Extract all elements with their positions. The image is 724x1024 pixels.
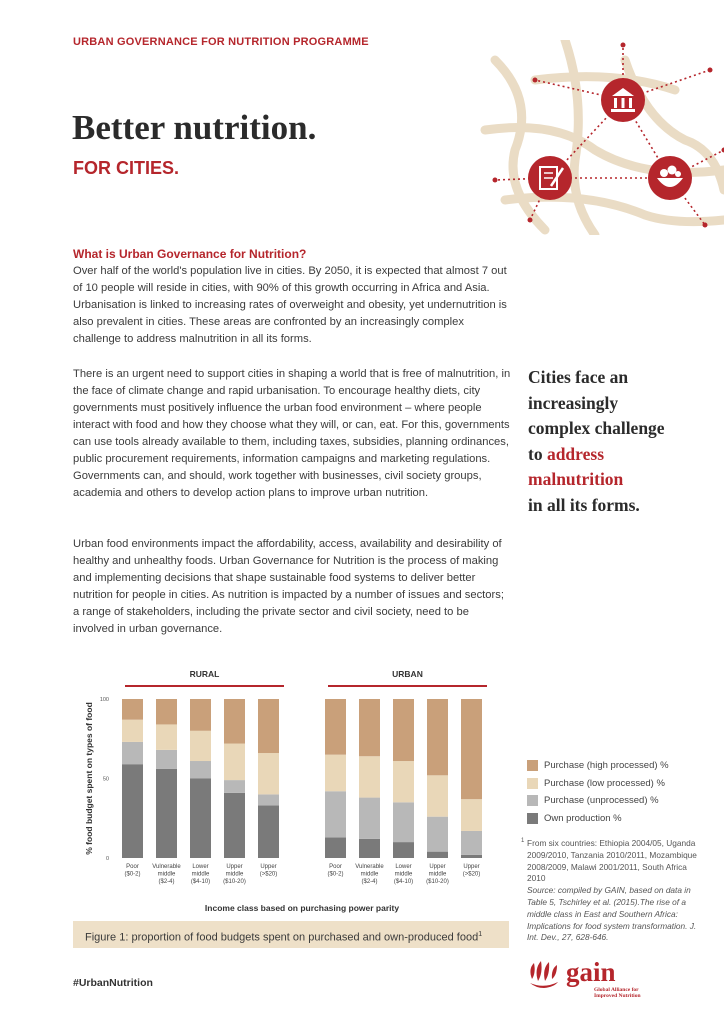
bar-segment bbox=[156, 724, 177, 749]
bar-segment bbox=[461, 855, 482, 858]
hashtag: #UrbanNutrition bbox=[73, 977, 153, 989]
bar-segment bbox=[393, 761, 414, 802]
pull-quote-line: increasingly bbox=[528, 392, 619, 413]
legend-item bbox=[527, 792, 669, 810]
x-tick-label: middle bbox=[225, 871, 244, 878]
bar-segment bbox=[190, 699, 211, 731]
x-tick-label: Vulnerable bbox=[355, 864, 384, 870]
x-tick-label: ($0-2) bbox=[327, 871, 344, 878]
bar-segment bbox=[325, 699, 346, 755]
bar-segment bbox=[190, 761, 211, 778]
legend-item bbox=[527, 810, 669, 828]
bar-segment bbox=[325, 755, 346, 792]
bar-segment bbox=[258, 753, 279, 794]
group-label: URBAN bbox=[392, 669, 423, 679]
figure-caption: Figure 1: proportion of food budgets spent on purchased and own-produced food$^1$ bbox=[73, 921, 509, 948]
x-tick-label: ($0-2) bbox=[124, 871, 141, 878]
legend-swatch bbox=[527, 795, 538, 806]
y-tick-label: 100 bbox=[99, 697, 109, 703]
x-tick-label: Upper bbox=[226, 864, 243, 870]
bar-segment bbox=[258, 794, 279, 805]
intro-paragraph: Urban food environments impact the affordability, access, availability and desirability of healthy and unhealthy foods. Urban Governance for Nutrition is the process of making and implementing decisions that shape sustainable food systems to deliver better nutrition for people in cities. As nutrition is impacted by a number of issues and sectors; a range of stakeholders, including the private sector and civil society, need to be involved in urban governance. bbox=[73, 538, 504, 635]
footnote-text: From six countries: Ethiopia 2004/05, Uganda 2009/2010, Tanzania 2010/2011, Mozambique 2008/2009, Malawi 2001/2011, South Africa 2010 bbox=[527, 838, 697, 884]
policy-document-icon bbox=[528, 156, 572, 200]
x-tick-label: Poor bbox=[126, 864, 139, 870]
legend-label: Purchase (high processed) % bbox=[544, 760, 669, 772]
footnote: 1 From six countries: Ethiopia 2004/05, Uganda 2009/2010, Tanzania 2010/2011, Mozambique 2008/2009, Malawi 2001/2011, South Africa 2010 Source: compiled by GAIN, based on data in Table 5, Tschirley et al. (2015).The rise of a middle class in East and Southern Africa: Implications for food system transformation. J. Int. Dev., 27, 628-646. bbox=[521, 838, 697, 943]
legend-label: Own production % bbox=[544, 812, 622, 824]
x-tick-label: Lower bbox=[192, 864, 209, 870]
x-tick-label: (>$20) bbox=[259, 871, 278, 878]
pull-quote-line: malnutrition bbox=[528, 469, 624, 489]
programme-label: URBAN GOVERNANCE FOR NUTRITION PROGRAMME bbox=[73, 36, 369, 48]
bar-segment bbox=[258, 806, 279, 858]
legend-swatch bbox=[527, 778, 538, 789]
bar-segment bbox=[393, 699, 414, 761]
y-tick-label: 0 bbox=[105, 856, 109, 862]
x-tick-label: ($4-10) bbox=[190, 879, 211, 885]
bar-segment bbox=[427, 817, 448, 852]
logo-wordmark: gain bbox=[566, 957, 616, 987]
bar-segment bbox=[156, 699, 177, 724]
food-bowl-icon bbox=[648, 156, 692, 200]
page-subtitle: FOR CITIES. bbox=[73, 158, 180, 178]
bar-segment bbox=[122, 699, 143, 720]
x-tick-label: Vulnerable bbox=[152, 864, 181, 870]
intro-paragraph: There is an urgent need to support cities in shaping a world that is free of malnutrition, in the face of climate change and rapid urbanisation. To encourage healthy diets, city governments must positively influence the urban food environment – where people interact with food and how they choose what they will, or can, eat. For this, governments can use tools already available to them, including taxes, subsidies, planning ordinances, public procurement requirements, information campaigns and marketing regulations. Governments can, and should, work together with businesses, civil society groups, academia and others to develop action plans to improve urban nutrition. bbox=[73, 368, 511, 499]
x-tick-label: (>$20) bbox=[462, 871, 481, 878]
bar-segment bbox=[122, 742, 143, 764]
x-tick-label: middle bbox=[394, 871, 413, 878]
x-tick-label: ($2-4) bbox=[158, 879, 175, 885]
bar-segment bbox=[393, 802, 414, 842]
government-building-icon bbox=[601, 78, 645, 122]
x-tick-label: middle bbox=[428, 871, 447, 878]
bar-segment bbox=[224, 744, 245, 781]
bar-segment bbox=[122, 720, 143, 742]
legend-item bbox=[527, 775, 669, 793]
x-tick-label: Poor bbox=[329, 864, 342, 870]
bar-segment bbox=[224, 780, 245, 793]
gain-logo bbox=[526, 957, 646, 1001]
bar-segment bbox=[359, 798, 380, 839]
food-budget-chart bbox=[75, 662, 515, 914]
bar-segment bbox=[122, 764, 143, 858]
bar-segment bbox=[427, 699, 448, 775]
x-tick-label: middle bbox=[157, 871, 176, 878]
bar-segment bbox=[258, 699, 279, 753]
x-tick-label: middle bbox=[191, 871, 210, 878]
x-tick-label: Upper bbox=[260, 864, 277, 870]
footnote-source: Source: compiled by GAIN, based on data in Table 5, Tschirley et al. (2015).The rise of a middle class in East and Southern Africa: Implications for food system transformation. J. Int. Dev., 27, 628-646. bbox=[527, 885, 697, 943]
bar-segment bbox=[156, 750, 177, 769]
bar-segment bbox=[325, 791, 346, 837]
x-tick-label: middle bbox=[360, 871, 379, 878]
city-network-illustration bbox=[475, 40, 724, 235]
bar-segment bbox=[393, 842, 414, 858]
bar-segment bbox=[359, 756, 380, 797]
bar-segment bbox=[461, 699, 482, 799]
group-label: RURAL bbox=[189, 669, 220, 679]
x-axis-label: Income class based on purchasing power parity bbox=[204, 903, 400, 913]
logo-tagline: Improved Nutrition bbox=[594, 993, 641, 999]
wheat-icon bbox=[530, 961, 558, 988]
legend-label: Purchase (low processed) % bbox=[544, 777, 665, 789]
x-tick-label: ($10-20) bbox=[223, 879, 246, 885]
logo-tagline: Global Alliance for bbox=[594, 987, 639, 993]
x-tick-label: Lower bbox=[395, 864, 412, 870]
legend-item bbox=[527, 757, 669, 775]
legend-label: Purchase (unprocessed) % bbox=[544, 795, 659, 807]
bar-segment bbox=[359, 699, 380, 756]
y-axis-label: % food budget spent on types of food bbox=[84, 702, 94, 855]
bar-segment bbox=[427, 775, 448, 816]
bar-segment bbox=[224, 793, 245, 858]
x-tick-label: Upper bbox=[463, 864, 480, 870]
bar-segment bbox=[325, 837, 346, 858]
chart-legend bbox=[527, 757, 669, 827]
pull-quote-line: complex challenge bbox=[528, 418, 665, 438]
y-tick-label: 50 bbox=[102, 776, 109, 783]
bar-segment bbox=[359, 839, 380, 858]
bar-segment bbox=[461, 799, 482, 831]
bar-segment bbox=[427, 852, 448, 858]
bar-segment bbox=[156, 769, 177, 858]
x-tick-label: ($2-4) bbox=[361, 879, 378, 885]
bar-segment bbox=[461, 831, 482, 855]
pull-quote-line: Cities face an bbox=[528, 367, 629, 387]
bar-segment bbox=[224, 699, 245, 744]
intro-paragraph: Over half of the world's population live in cities. By 2050, it is expected that almost 7 out of 10 people will reside in cities, with 90% of this growth occurring in Africa and Asia. Urbanisation is linked to increasing rates of overweight and obesity, yet undernutrition is also prevalent in cities. These areas are confronted by an increasingly complex challenge to address malnutrition in all its forms. bbox=[73, 265, 507, 345]
bar-segment bbox=[190, 779, 211, 859]
legend-swatch bbox=[527, 760, 538, 771]
x-tick-label: ($4-10) bbox=[393, 879, 414, 885]
section-heading: What is Urban Governance for Nutrition? bbox=[73, 247, 307, 261]
bar-segment bbox=[190, 731, 211, 761]
pull-quote bbox=[528, 365, 718, 518]
pull-quote-line: in all its forms. bbox=[528, 494, 640, 515]
legend-swatch bbox=[527, 813, 538, 824]
x-tick-label: Upper bbox=[429, 864, 446, 870]
page-title: Better nutrition. bbox=[72, 108, 317, 147]
pull-quote-line: to address bbox=[528, 443, 605, 464]
x-tick-label: ($10-20) bbox=[426, 879, 449, 885]
